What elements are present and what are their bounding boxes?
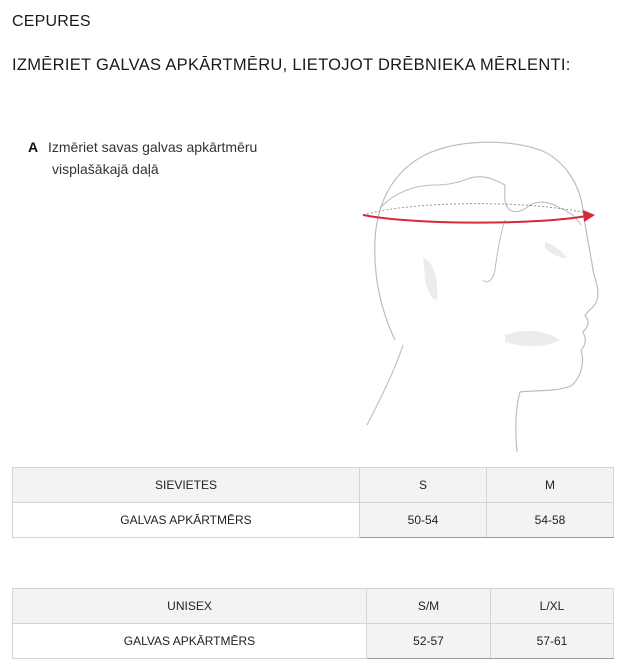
table-cell: 57-61	[491, 624, 614, 659]
table-row	[13, 624, 614, 659]
table-row-label: GALVAS APKĀRTMĒRS	[13, 503, 360, 538]
table-header-row	[13, 468, 614, 503]
head-measurement-icon	[355, 130, 615, 455]
ear-outline	[483, 220, 505, 282]
tape-front	[363, 215, 587, 223]
table-cell: 50-54	[360, 503, 487, 538]
table-row	[13, 503, 614, 538]
table-header-row	[13, 589, 614, 624]
table-header-cell: L/XL	[491, 589, 614, 624]
section-title: CEPURES	[12, 13, 91, 30]
instruction-line-2: visplašākajā daļā	[52, 161, 159, 177]
hair-outline	[380, 177, 581, 225]
women-size-table	[12, 467, 614, 538]
unisex-size-table	[12, 588, 614, 659]
head-outline	[375, 142, 598, 452]
page-heading: IZMĒRIET GALVAS APKĀRTMĒRU, LIETOJOT DRĒBNIEKA MĒRLENTI:	[12, 56, 571, 74]
instruction-line-1: Izmēriet savas galvas apkārtmēru	[48, 139, 258, 155]
table-header-cell: SIEVIETES	[13, 468, 360, 503]
table-header-cell: M	[487, 468, 614, 503]
table-header-cell: S	[360, 468, 487, 503]
neck-outline	[367, 345, 403, 425]
measurement-instruction	[28, 136, 328, 180]
table-cell: 54-58	[487, 503, 614, 538]
instruction-letter: A	[28, 139, 39, 155]
table-cell: 52-57	[367, 624, 491, 659]
table-header-cell: UNISEX	[13, 589, 367, 624]
table-header-cell: S/M	[367, 589, 491, 624]
tape-arrow-icon	[583, 210, 595, 222]
table-row-label: GALVAS APKĀRTMĒRS	[13, 624, 367, 659]
